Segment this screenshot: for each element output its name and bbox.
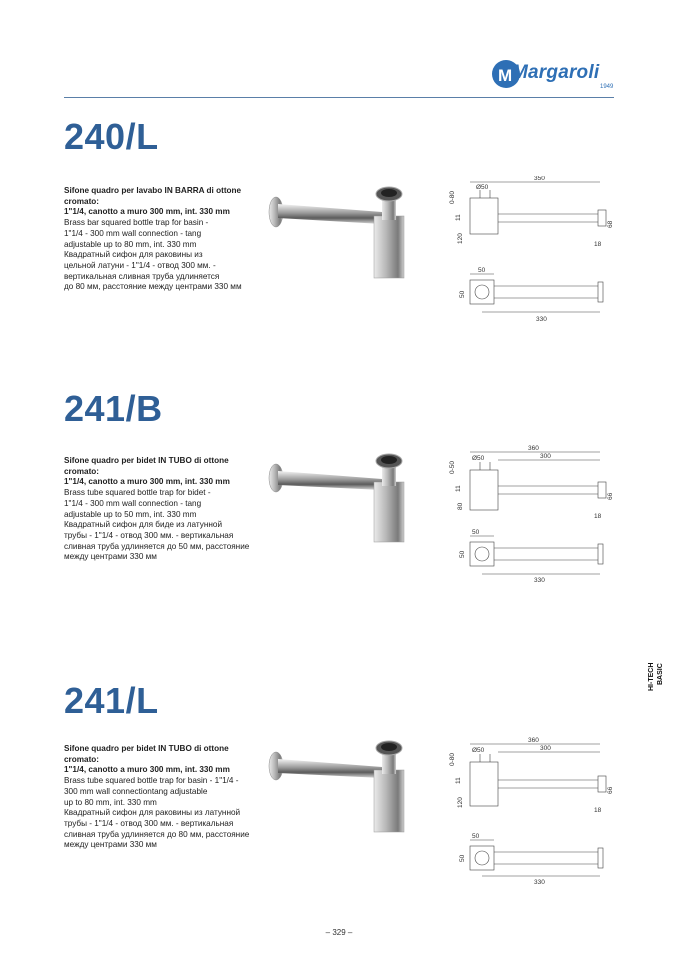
brand-logo <box>492 58 620 92</box>
desc-english-line: 300 mm wall connectiontang adjustable <box>64 786 208 796</box>
brand-year: 1949 <box>600 84 614 90</box>
desc-english-line: 1"1/4 - 300 mm wall connection - tang <box>64 228 202 238</box>
dim-end-height: 66 <box>607 492 614 500</box>
dim-end-width: 18 <box>594 807 602 814</box>
desc-italian-line: Sifone quadro per bidet IN TUBO di ottone cromato: <box>64 456 229 476</box>
dim-v1: 11 <box>455 777 462 784</box>
technical-drawing <box>440 736 620 886</box>
dim-end-height: 68 <box>607 220 614 228</box>
desc-italian-line: Sifone quadro per bidet IN TUBO di ottone cromato: <box>64 744 229 764</box>
dim-top-height: 50 <box>459 290 466 298</box>
desc-italian-line: 1"1/4, canotto a muro 300 mm, int. 330 mm <box>64 765 230 775</box>
desc-english-line: adjustable up to 80 mm, int. 330 mm <box>64 239 197 249</box>
product-code: 241/L <box>64 680 159 721</box>
desc-english-line: up to 80 mm, int. 330 mm <box>64 797 157 807</box>
desc-russian-line: сливная труба удлиняется до 50 мм, расстояние <box>64 541 250 551</box>
desc-english-line: Brass tube squared bottle trap for basin - 1"1/4 - <box>64 776 239 786</box>
desc-italian-line: 1"1/4, canotto a muro 300 mm, int. 330 mm <box>64 477 230 487</box>
technical-drawing <box>440 176 620 326</box>
dim-span: 330 <box>536 316 547 323</box>
technical-drawing <box>440 444 620 594</box>
dim-v2: 120 <box>457 797 464 808</box>
product-code: 241/B <box>64 388 163 429</box>
dim-end-width: 18 <box>594 513 602 520</box>
bottle-trap-photo <box>262 184 422 280</box>
dim-total: 360 <box>528 445 539 452</box>
desc-russian-line: сливная труба удлиняется до 80 мм, расстояние <box>64 829 250 839</box>
dim-inner: 300 <box>540 745 551 752</box>
dim-diameter: Ø50 <box>476 184 489 191</box>
dim-top-width: 50 <box>478 267 486 274</box>
desc-russian-line: Квадратный сифон для раковины из латунной <box>64 808 241 818</box>
dim-diameter: Ø50 <box>472 455 485 462</box>
logo-mark-icon: M <box>492 60 520 88</box>
desc-english-line: 1"1/4 - 300 mm wall connection - tang <box>64 498 202 508</box>
desc-russian-line: Квадратный сифон для раковины из <box>64 250 203 260</box>
bottle-trap-photo <box>262 452 422 548</box>
dim-end-height: 66 <box>607 786 614 794</box>
page-number: – 329 – <box>325 928 353 937</box>
side-tab-line2: BASIC <box>657 663 664 685</box>
product-description <box>64 744 264 851</box>
dim-span: 330 <box>534 879 545 886</box>
desc-russian-line: вертикальная сливная труба удлиняется <box>64 271 220 281</box>
desc-russian-line: между центрами 330 мм <box>64 840 157 850</box>
dim-total: 360 <box>528 737 539 744</box>
dim-v1: 11 <box>455 214 462 221</box>
bottle-trap-photo <box>262 740 422 836</box>
desc-russian-line: до 80 мм, расстояние между центрами 330 мм <box>64 282 242 292</box>
dim-top-width: 50 <box>472 833 480 840</box>
dim-top-width: 50 <box>472 529 480 536</box>
desc-russian-line: цельной латуни - 1"1/4 - отвод 300 мм. - <box>64 260 216 270</box>
product-description <box>64 456 264 563</box>
dim-total: 350 <box>534 176 545 182</box>
desc-italian-line: 1"1/4, canotto a muro 300 mm, int. 330 mm <box>64 207 230 217</box>
dim-v1: 11 <box>455 485 462 492</box>
dim-adjust: 0-80 <box>449 190 456 204</box>
desc-russian-line: Квадратный сифон для биде из латунной <box>64 520 223 530</box>
desc-english-line: adjustable up to 50 mm, int. 330 mm <box>64 509 197 519</box>
desc-russian-line: трубы - 1"1/4 - отвод 300 мм. - вертикальная <box>64 530 234 540</box>
section-side-tab <box>646 655 670 695</box>
dim-span: 330 <box>534 577 545 584</box>
desc-russian-line: трубы - 1"1/4 - отвод 300 мм. - вертикальная <box>64 818 234 828</box>
brand-name: Margaroli <box>512 62 600 83</box>
header-divider <box>64 97 614 98</box>
dim-diameter: Ø50 <box>472 747 485 754</box>
dim-top-height: 50 <box>459 550 466 558</box>
product-code: 240/L <box>64 116 159 157</box>
side-tab-line1: HI-TECH <box>648 662 655 691</box>
dim-adjust: 0-50 <box>449 460 456 474</box>
product-description <box>64 186 264 293</box>
dim-top-height: 50 <box>459 854 466 862</box>
dim-inner: 300 <box>540 453 551 460</box>
dim-adjust: 0-80 <box>449 752 456 766</box>
desc-english-line: Brass tube squared bottle trap for bidet - <box>64 488 211 498</box>
dim-v2: 80 <box>457 502 464 510</box>
desc-italian-line: Sifone quadro per lavabo IN BARRA di ottone cromato: <box>64 186 242 206</box>
dim-v2: 120 <box>457 233 464 244</box>
desc-english-line: Brass bar squared bottle trap for basin - <box>64 218 209 228</box>
dim-end-width: 18 <box>594 241 602 248</box>
desc-russian-line: между центрами 330 мм <box>64 552 157 562</box>
